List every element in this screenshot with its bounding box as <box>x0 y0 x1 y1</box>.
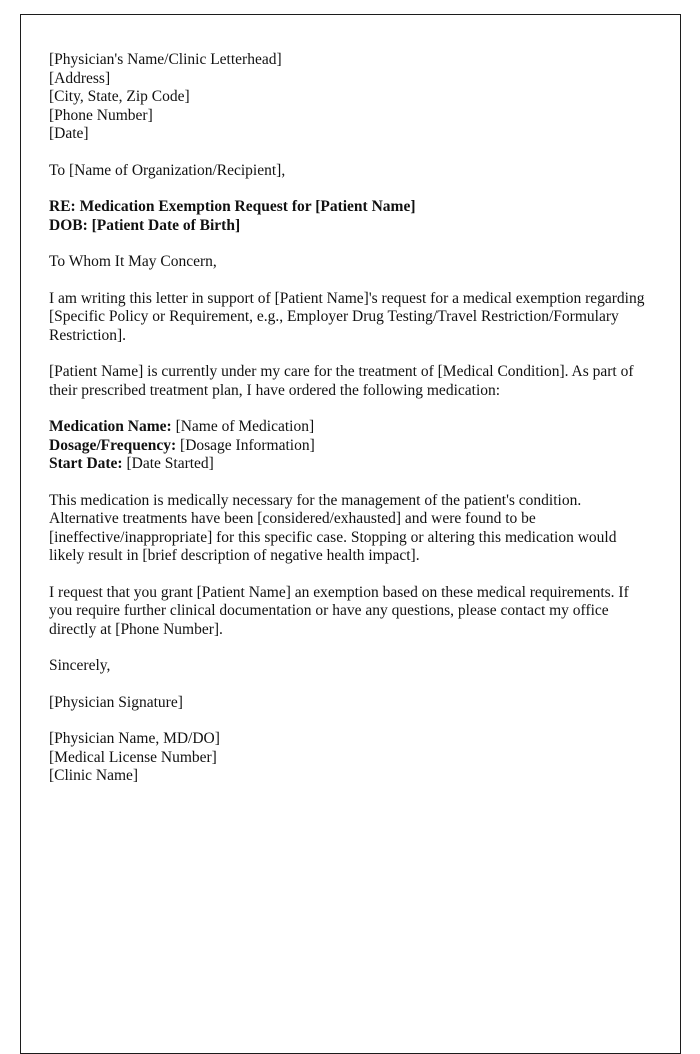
signature-line: [Medical License Number] <box>49 748 217 766</box>
signature-line: [Clinic Name] <box>49 767 139 784</box>
paragraph-request: I request that you grant [Patient Name] an exemption based on these medical requirements. If you require further clinical documentation or have any questions, please contact my office directly at [Phone Number]. <box>49 583 629 638</box>
medication-block <box>49 418 650 474</box>
subject-dob-line: DOB: [Patient Date of Birth] <box>49 216 241 234</box>
medication-name-value: [Name of Medication] <box>175 418 315 435</box>
recipient-line: To [Name of Organization/Recipient], <box>49 161 286 179</box>
letterhead-line: [Phone Number] <box>49 106 153 124</box>
letterhead-line: [City, State, Zip Code] <box>49 88 190 105</box>
start-date-label: Start Date: <box>49 455 123 472</box>
subject-block <box>49 198 650 235</box>
medication-line <box>49 455 650 474</box>
paragraph-care: [Patient Name] is currently under my care for the treatment of [Medical Condition]. As part of their prescribed treatment plan, I have ordered the following medication: <box>49 363 634 399</box>
paragraph-intro: I am writing this letter in support of [Patient Name]'s request for a medical exemption regarding [Specific Policy or Requirement, e.g., Employer Drug Testing/Travel Restriction/Formulary Restriction]. <box>49 289 645 344</box>
medication-line <box>49 437 650 456</box>
medication-name-label: Medication Name: <box>49 418 172 435</box>
letterhead-line: [Date] <box>49 125 89 142</box>
medication-line <box>49 418 650 437</box>
letterhead-line: [Physician's Name/Clinic Letterhead] <box>49 51 282 68</box>
start-date-value: [Date Started] <box>126 455 214 472</box>
letterhead-block <box>49 51 650 144</box>
paragraph-necessity: This medication is medically necessary for the management of the patient's condition. Alternative treatments have been [considered/exhausted] and were found to be [ineffective/inappropriate] for this specific case. Stopping or altering this medication would likely result in [brief description of negative health impact]. <box>49 491 617 564</box>
subject-re-line: RE: Medication Exemption Request for [Patient Name] <box>49 198 416 215</box>
closing: Sincerely, <box>49 657 111 674</box>
letterhead-line: [Address] <box>49 69 111 87</box>
salutation: To Whom It May Concern, <box>49 253 217 270</box>
signature-block <box>49 730 650 786</box>
letter-page <box>20 14 681 1054</box>
dosage-frequency-value: [Dosage Information] <box>180 436 315 454</box>
signature-line: [Physician Name, MD/DO] <box>49 730 220 747</box>
signature-placeholder: [Physician Signature] <box>49 693 183 711</box>
dosage-frequency-label: Dosage/Frequency: <box>49 436 177 454</box>
